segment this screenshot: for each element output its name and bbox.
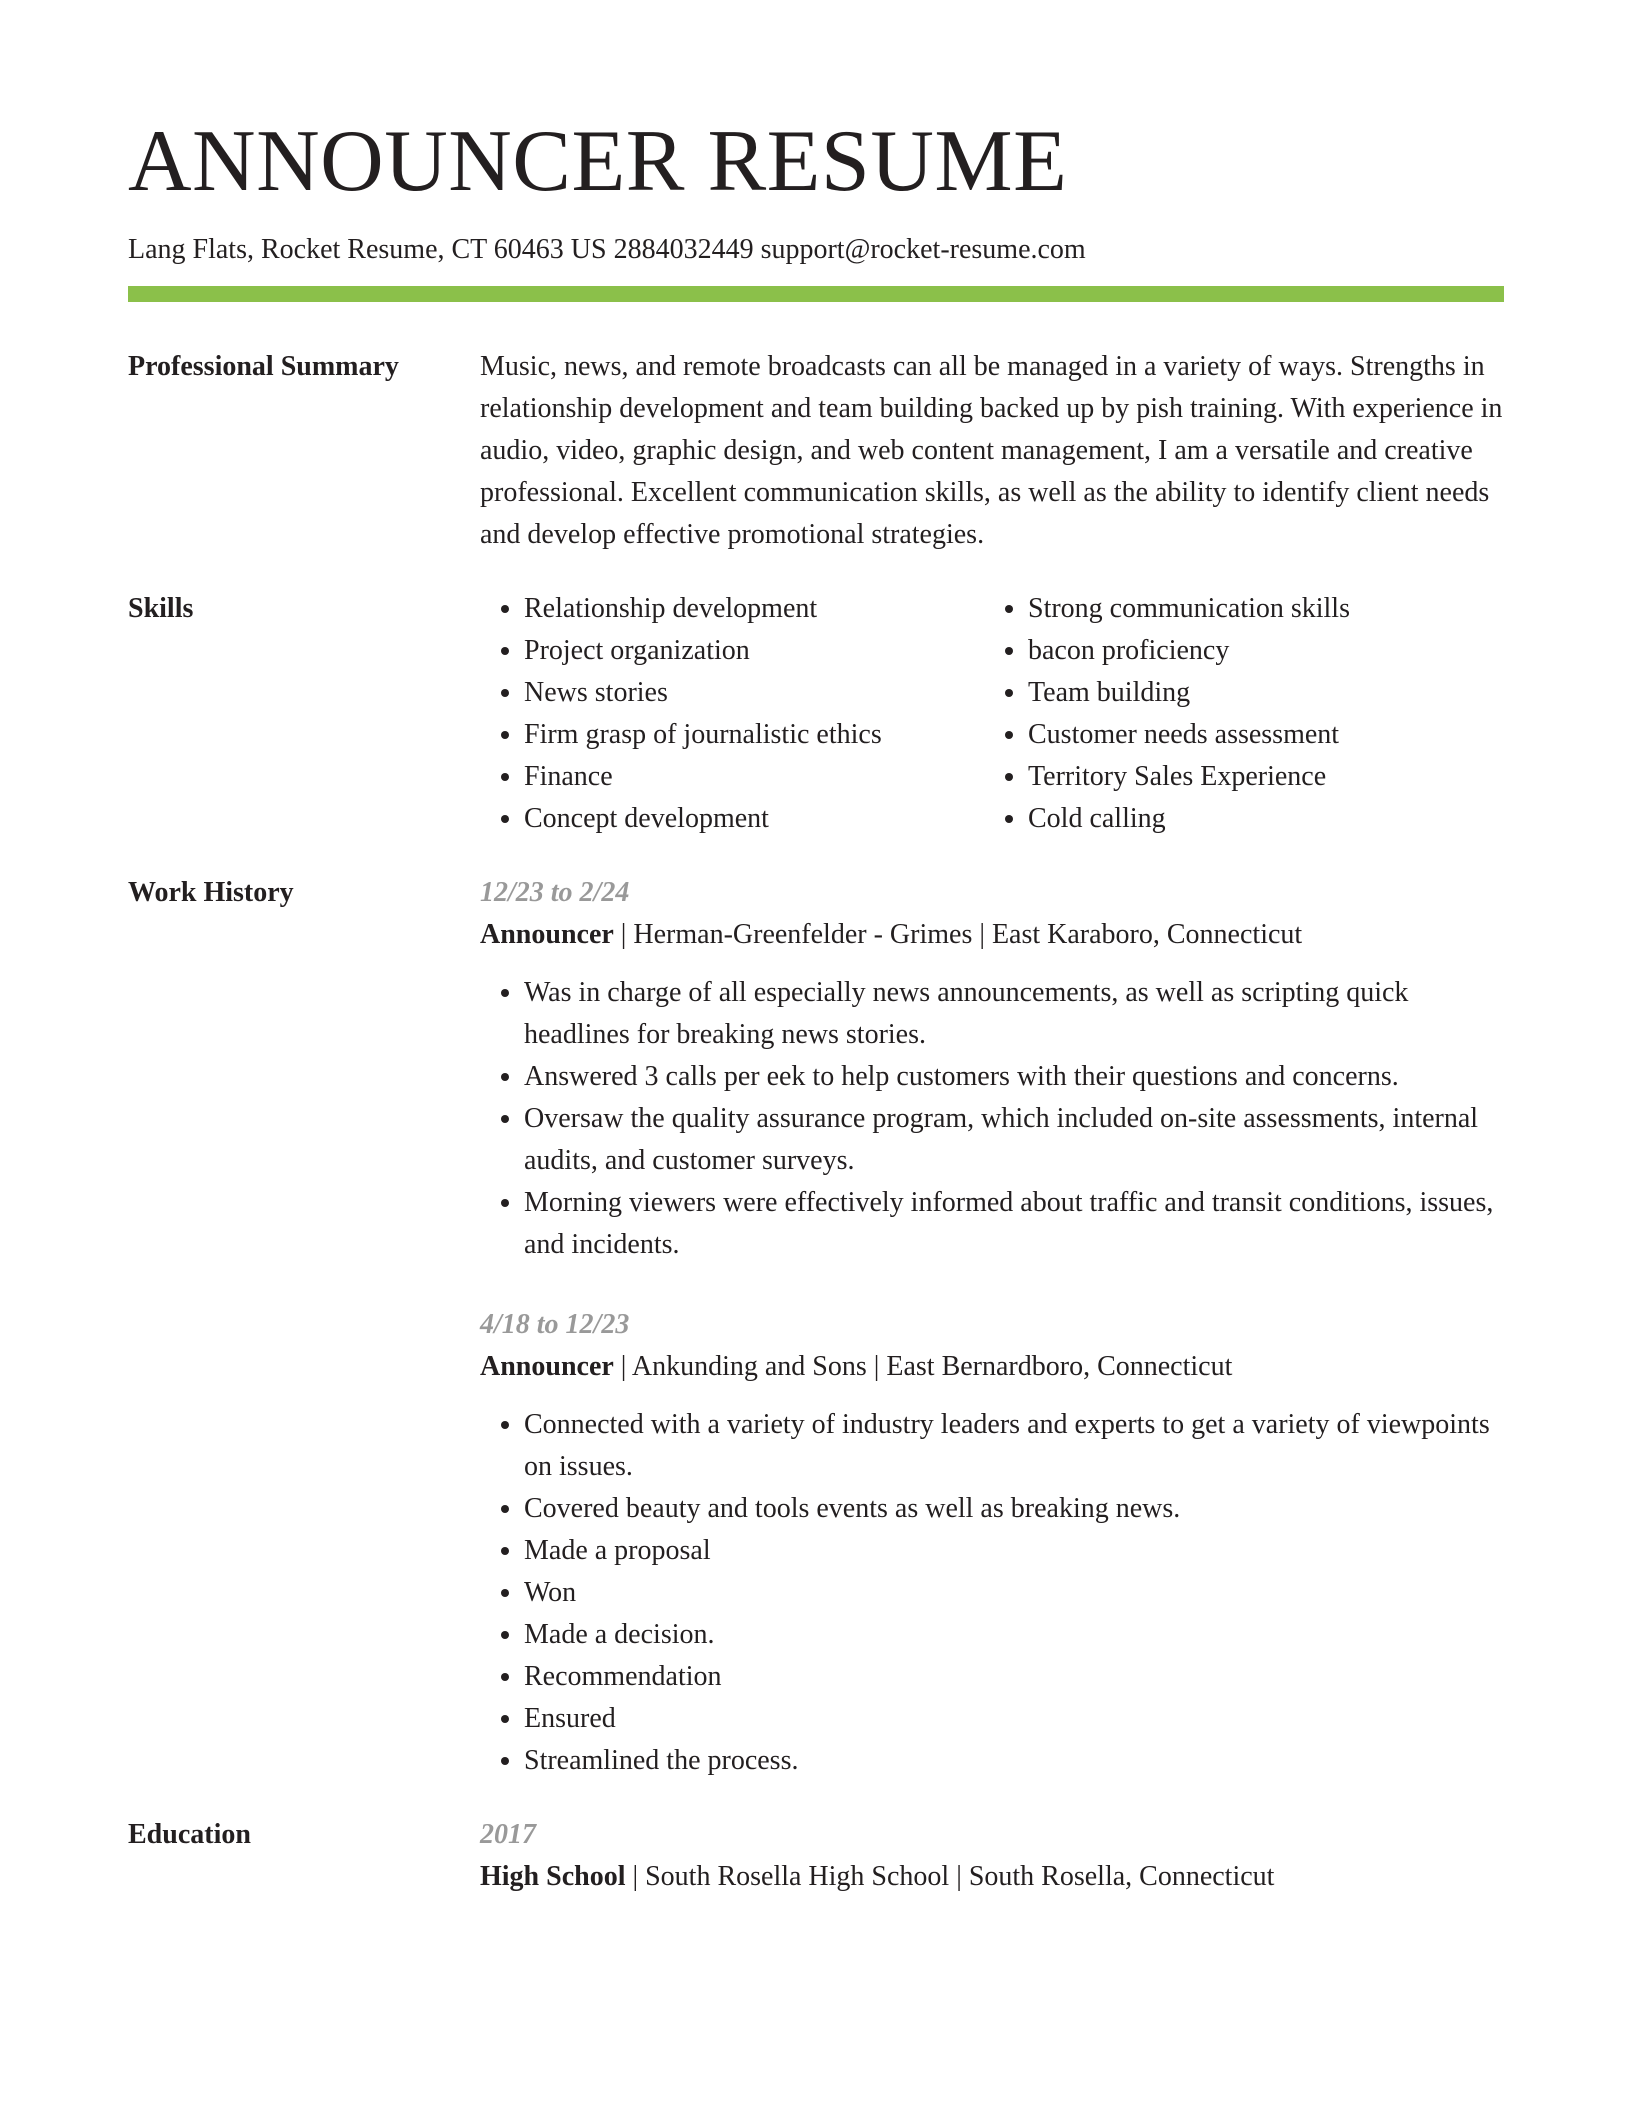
job-role: Announcer xyxy=(480,919,614,950)
job-bullet: • Oversaw the quality assurance program, which included on-site assessments, internal audits, and customer surveys. xyxy=(524,1098,1504,1182)
skill-item: • bacon proficiency xyxy=(1028,630,1488,672)
skill-item: • Concept development xyxy=(524,798,984,840)
skills-label: Skills xyxy=(128,593,194,624)
job-bullet: • Was in charge of all especially news announcements, as well as scripting quick headlines for breaking news stories. xyxy=(524,972,1504,1056)
job-bullet: • Recommendation xyxy=(524,1656,1504,1698)
skills-column-right xyxy=(984,588,1488,840)
skill-item: • Cold calling xyxy=(1028,798,1488,840)
skills-grid xyxy=(480,588,1504,840)
skill-item: • Strong communication skills xyxy=(1028,588,1488,630)
skill-item: • Customer needs assessment xyxy=(1028,714,1488,756)
job-bullet: • Connected with a variety of industry leaders and experts to get a variety of viewpoints on issues. xyxy=(524,1404,1504,1488)
job-bullet-list xyxy=(480,1404,1504,1782)
resume-title: ANNOUNCER RESUME xyxy=(128,113,1068,210)
work-history-label: Work History xyxy=(128,877,294,908)
job-bullet: • Answered 3 calls per eek to help customers with their questions and concerns. xyxy=(524,1056,1504,1098)
education-label: Education xyxy=(128,1819,251,1850)
summary-text: Music, news, and remote broadcasts can all be managed in a variety of ways. Strengths in relationship development and team building backed up by pish training. With experience in audio, video, graphic design, and web content management, I am a versatile and creative professional. Excellent communication skills, as well as the ability to identify client needs and develop effective promotional strategies. xyxy=(480,351,1503,550)
job-bullet: • Morning viewers were effectively informed about traffic and transit conditions, issues, and incidents. xyxy=(524,1182,1504,1266)
job-title-line xyxy=(480,1346,1504,1388)
job-bullet: • Made a proposal xyxy=(524,1530,1504,1572)
skills-column-left xyxy=(480,588,984,840)
work-history-body xyxy=(480,872,1504,1782)
job-date: 4/18 to 12/23 xyxy=(480,1309,630,1340)
skills-section xyxy=(128,588,1504,840)
skill-item: • Team building xyxy=(1028,672,1488,714)
job-employer-location: | Herman-Greenfelder - Grimes | East Karaboro, Connecticut xyxy=(613,919,1303,950)
skill-item: • Finance xyxy=(524,756,984,798)
work-history-section xyxy=(128,872,1504,1782)
education-degree: High School xyxy=(480,1861,626,1892)
contact-line: Lang Flats, Rocket Resume, CT 60463 US 2884032449 support@rocket-resume.com xyxy=(128,234,1086,265)
education-section xyxy=(128,1814,1504,1898)
education-school-location: | South Rosella High School | South Rosella, Connecticut xyxy=(625,1861,1275,1892)
job-entry xyxy=(480,1304,1504,1782)
job-title-line xyxy=(480,914,1504,956)
header-divider xyxy=(128,286,1504,302)
job-bullet-list xyxy=(480,972,1504,1266)
summary-section xyxy=(128,346,1504,556)
education-line xyxy=(480,1856,1504,1898)
job-bullet: • Covered beauty and tools events as well as breaking news. xyxy=(524,1488,1504,1530)
skill-item: • Territory Sales Experience xyxy=(1028,756,1488,798)
skill-item: • Relationship development xyxy=(524,588,984,630)
education-body xyxy=(480,1814,1504,1898)
job-employer-location: | Ankunding and Sons | East Bernardboro, Connecticut xyxy=(613,1351,1233,1382)
job-role: Announcer xyxy=(480,1351,614,1382)
summary-label: Professional Summary xyxy=(128,351,399,382)
education-date: 2017 xyxy=(480,1819,536,1850)
job-bullet: • Streamlined the process. xyxy=(524,1740,1504,1782)
job-bullet: • Won xyxy=(524,1572,1504,1614)
skill-item: • Firm grasp of journalistic ethics xyxy=(524,714,984,756)
skill-item: • Project organization xyxy=(524,630,984,672)
job-entry xyxy=(480,872,1504,1266)
job-bullet: • Ensured xyxy=(524,1698,1504,1740)
job-date: 12/23 to 2/24 xyxy=(480,877,630,908)
job-bullet: • Made a decision. xyxy=(524,1614,1504,1656)
skill-item: • News stories xyxy=(524,672,984,714)
